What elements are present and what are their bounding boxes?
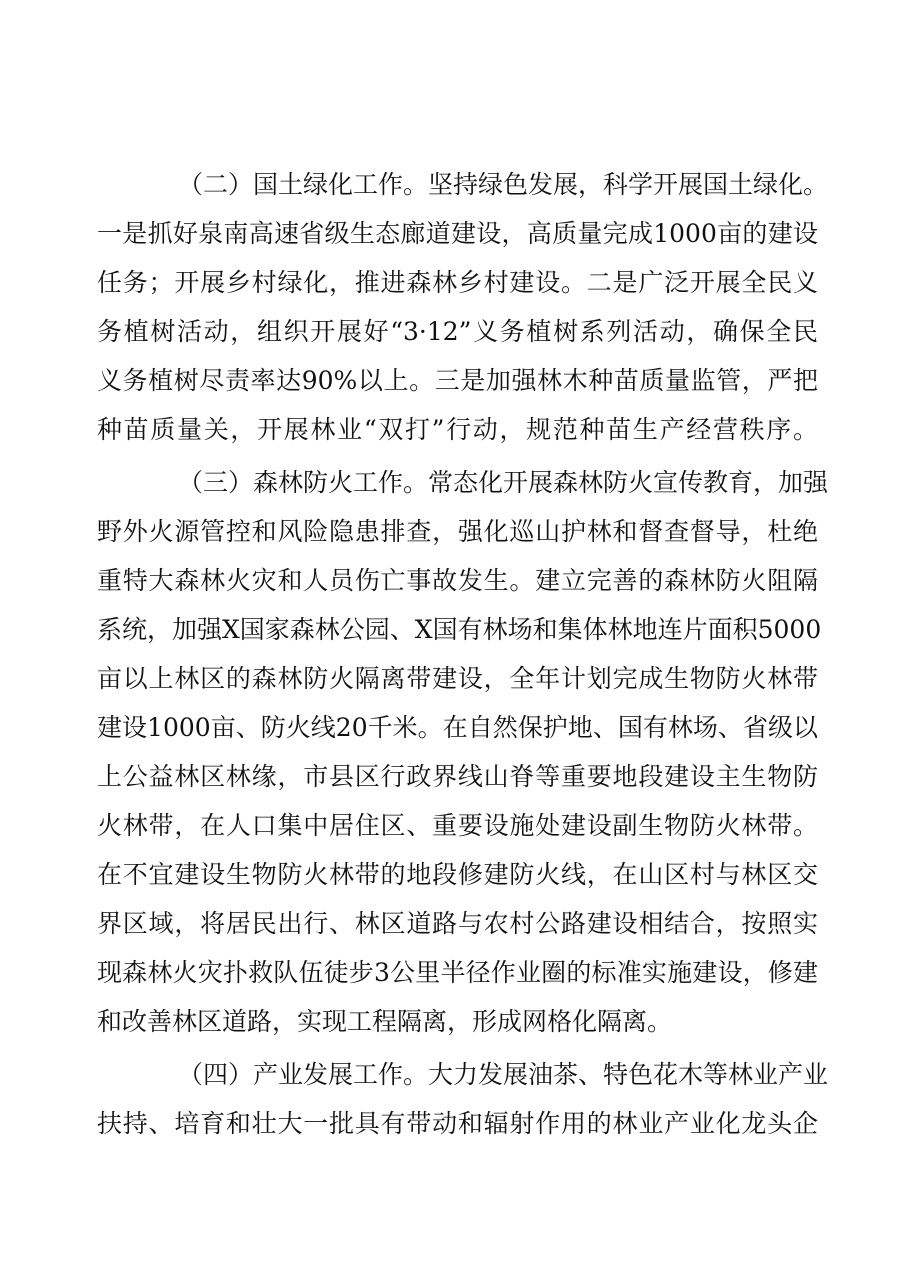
text-line: （二）国土绿化工作。坚持绿色发展，科学开展国土绿化。 [178, 170, 829, 199]
text-line: 野外火源管控和风险隐患排查，强化巡山护林和督查督导，杜绝 [97, 517, 818, 546]
text-line: 一是抓好泉南高速省级生态廊道建设，高质量完成1000亩的建设 [97, 219, 818, 248]
text-line: 和改善林区道路，实现工程隔离，形成网格化隔离。 [97, 1007, 673, 1036]
text-line: 扶持、培育和壮大一批具有带动和辐射作用的林业产业化龙头企 [97, 1109, 818, 1138]
text-line: 在不宜建设生物防火林带的地段修建防火线，在山区村与林区交 [97, 860, 818, 889]
text-line: 务植树活动，组织开展好“3·12”义务植树系列活动，确保全民 [97, 317, 818, 346]
text-line: 建设1000亩、防火线20千米。在自然保护地、国有林场、省级以 [97, 713, 818, 742]
text-line: 义务植树尽责率达90%以上。三是加强林木种苗质量监管，严把 [97, 366, 818, 395]
text-line: （三）森林防火工作。常态化开展森林防火宣传教育，加强 [178, 468, 829, 497]
text-line: 重特大森林火灾和人员伤亡事故发生。建立完善的森林防火阻隔 [97, 566, 818, 595]
text-line: 种苗质量关，开展林业“双打”行动，规范种苗生产经营秩序。 [97, 415, 818, 444]
text-line: 上公益林区林缘，市县区行政界线山脊等重要地段建设主生物防 [97, 762, 818, 791]
text-line: 火林带，在人口集中居住区、重要设施处建设副生物防火林带。 [97, 811, 818, 840]
text-line: 任务；开展乡村绿化，推进森林乡村建设。二是广泛开展全民义 [97, 268, 818, 297]
text-line: 界区域，将居民出行、林区道路与农村公路建设相结合，按照实 [97, 909, 818, 938]
text-line: 现森林火灾扑救队伍徒步3公里半径作业圈的标准实施建设，修建 [97, 958, 818, 987]
text-line: 亩以上林区的森林防火隔离带建设，全年计划完成生物防火林带 [97, 664, 818, 693]
text-line: （四）产业发展工作。大力发展油茶、特色花木等林业产业 [178, 1060, 829, 1089]
text-line: 系统，加强X国家森林公园、X国有林场和集体林地连片面积5000 [97, 615, 822, 644]
